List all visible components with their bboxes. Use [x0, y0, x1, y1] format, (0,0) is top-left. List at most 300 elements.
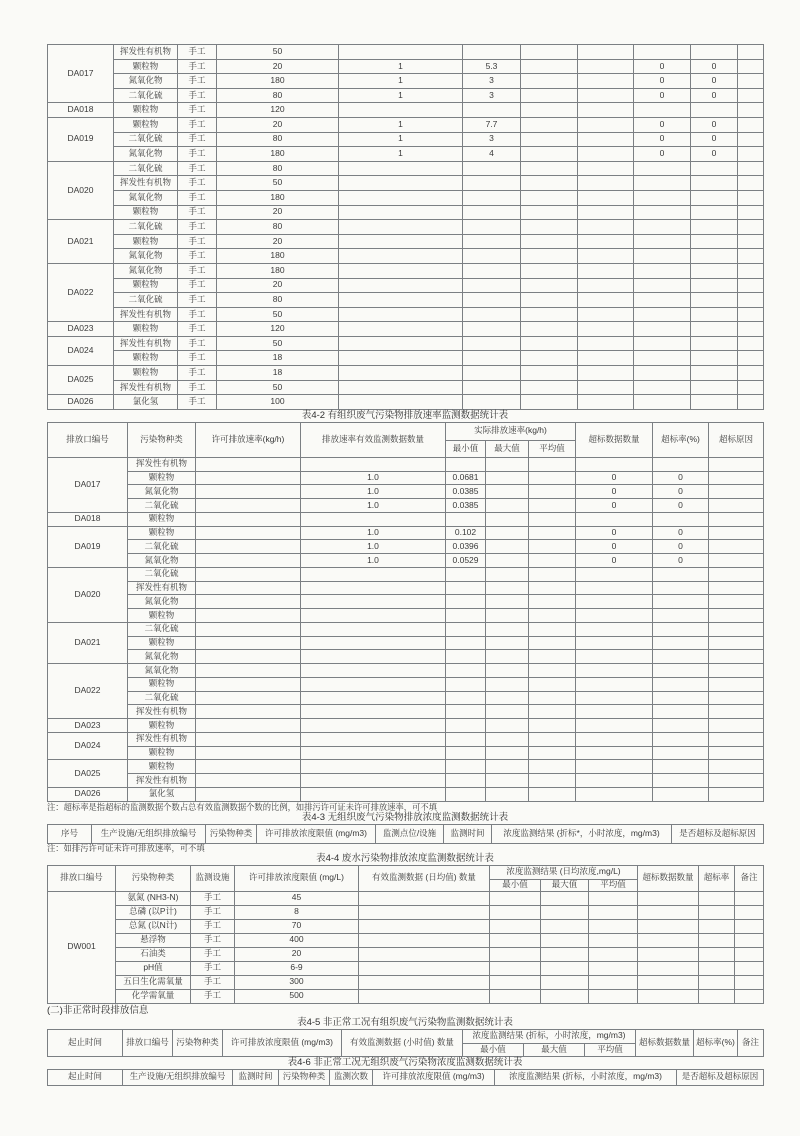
data-cell — [339, 220, 463, 235]
data-cell — [529, 705, 576, 719]
data-cell — [463, 176, 521, 191]
data-cell — [691, 45, 738, 60]
data-cell — [339, 103, 463, 118]
outlet-id-cell: DA023 — [48, 719, 128, 733]
data-cell: 1.0 — [301, 554, 446, 568]
data-cell — [446, 595, 486, 609]
data-cell — [521, 176, 578, 191]
data-cell — [699, 989, 735, 1003]
table-4-2-note: 注：超标率是指超标的监测数据个数占总有效监测数据个数的比例，如排污许可证未许可排放速率，可不填 — [47, 801, 437, 812]
data-cell — [541, 975, 589, 989]
data-cell — [486, 677, 529, 691]
header-cell: 序号 — [48, 824, 92, 843]
data-cell — [446, 691, 486, 705]
data-cell — [301, 512, 446, 526]
data-cell — [529, 732, 576, 746]
data-cell — [196, 719, 301, 733]
data-cell: 手工 — [178, 132, 217, 147]
outlet-id-cell: DA020 — [48, 161, 114, 219]
data-cell: 挥发性有机物 — [128, 732, 196, 746]
data-cell — [486, 746, 529, 760]
data-cell — [634, 336, 691, 351]
outlet-id-cell: DA024 — [48, 336, 114, 365]
data-cell: 80 — [217, 220, 339, 235]
data-cell — [339, 161, 463, 176]
data-cell: 0 — [634, 132, 691, 147]
data-cell — [541, 947, 589, 961]
data-cell: 手工 — [178, 117, 217, 132]
data-cell — [301, 636, 446, 650]
data-cell: 6-9 — [235, 961, 359, 975]
data-cell: 二氧化硫 — [114, 161, 178, 176]
data-cell — [578, 293, 634, 308]
data-cell: 70 — [235, 919, 359, 933]
header-cell: 超标率(%) — [653, 422, 709, 457]
data-cell — [463, 190, 521, 205]
data-cell: 手工 — [178, 366, 217, 381]
data-cell — [529, 554, 576, 568]
data-cell — [638, 989, 699, 1003]
data-cell — [738, 366, 764, 381]
outlet-id-cell: DA025 — [48, 760, 128, 788]
data-cell: 氮氧化物 — [128, 485, 196, 499]
data-cell — [541, 905, 589, 919]
header-cell: 浓度监测结果 (折标，小时浓度，mg/m3) — [495, 1069, 677, 1085]
data-cell — [709, 499, 764, 513]
data-cell — [541, 961, 589, 975]
data-cell: 氮氧化物 — [114, 263, 178, 278]
data-cell: 0 — [634, 59, 691, 74]
data-cell: 颗粒物 — [114, 103, 178, 118]
data-cell — [339, 190, 463, 205]
header-cell: 污染物种类 — [206, 824, 257, 843]
data-cell: 1 — [339, 147, 463, 162]
table-4-5-title: 表4-5 非正常工况有组织废气污染物监测数据统计表 — [297, 1016, 513, 1028]
data-cell: 180 — [217, 263, 339, 278]
header-cell: 超标数据数量 — [636, 1029, 694, 1056]
data-cell — [653, 677, 709, 691]
data-cell: 手工 — [191, 919, 235, 933]
data-cell — [463, 322, 521, 337]
header-cell: 浓度监测结果 (折标*，小时浓度，mg/m3) — [492, 824, 672, 843]
data-cell — [709, 719, 764, 733]
data-cell — [529, 540, 576, 554]
data-cell: 挥发性有机物 — [128, 774, 196, 788]
data-cell — [486, 581, 529, 595]
header-cell: 平均值 — [585, 1043, 636, 1056]
data-cell — [709, 732, 764, 746]
data-cell: 二氧化硫 — [128, 622, 196, 636]
data-cell: 8 — [235, 905, 359, 919]
data-cell: 氮氧化物 — [114, 190, 178, 205]
data-cell — [738, 220, 764, 235]
data-cell: 颗粒物 — [128, 526, 196, 540]
data-cell — [486, 787, 529, 801]
data-cell — [529, 664, 576, 678]
data-cell — [529, 746, 576, 760]
data-cell: 20 — [217, 278, 339, 293]
data-cell — [709, 746, 764, 760]
data-cell: 颗粒物 — [114, 351, 178, 366]
data-cell — [691, 293, 738, 308]
data-cell — [339, 45, 463, 60]
data-cell: 0 — [576, 554, 653, 568]
data-cell — [638, 919, 699, 933]
header-cell: 平均值 — [529, 440, 576, 457]
data-cell — [578, 351, 634, 366]
data-cell — [738, 103, 764, 118]
data-cell — [709, 457, 764, 471]
data-cell — [446, 622, 486, 636]
outlet-id-cell: DA023 — [48, 322, 114, 337]
data-cell: 挥发性有机物 — [128, 457, 196, 471]
data-cell — [578, 205, 634, 220]
data-cell: 0 — [691, 132, 738, 147]
data-cell — [486, 567, 529, 581]
data-cell — [691, 263, 738, 278]
data-cell — [541, 989, 589, 1003]
data-cell — [486, 595, 529, 609]
data-cell — [521, 205, 578, 220]
data-cell: 0.0396 — [446, 540, 486, 554]
header-cell: 排放口编号 — [48, 865, 116, 891]
data-cell — [691, 234, 738, 249]
data-cell: 氮氧化物 — [114, 249, 178, 264]
data-cell — [634, 176, 691, 191]
header-cell: 污染物种类 — [128, 422, 196, 457]
data-cell — [529, 485, 576, 499]
data-cell: 手工 — [178, 88, 217, 103]
data-cell: 120 — [217, 103, 339, 118]
data-cell: 氮氧化物 — [114, 147, 178, 162]
data-cell — [359, 961, 490, 975]
data-cell: 手工 — [178, 74, 217, 89]
data-cell: 0 — [634, 147, 691, 162]
header-cell: 是否超标及超标原因 — [672, 824, 764, 843]
data-cell — [339, 263, 463, 278]
data-cell: 二氧化硫 — [128, 567, 196, 581]
data-cell — [576, 636, 653, 650]
data-cell: 0 — [691, 74, 738, 89]
data-cell: 0.0529 — [446, 554, 486, 568]
data-cell — [521, 351, 578, 366]
data-cell: 50 — [217, 307, 339, 322]
data-cell — [339, 205, 463, 220]
header-cell: 浓度监测结果 (折标，小时浓度，mg/m3) — [463, 1029, 636, 1043]
data-cell — [578, 161, 634, 176]
data-cell — [634, 307, 691, 322]
header-cell: 监测时间 — [444, 824, 492, 843]
data-cell: 80 — [217, 293, 339, 308]
data-cell — [463, 307, 521, 322]
data-cell: 180 — [217, 147, 339, 162]
data-cell — [490, 961, 541, 975]
data-cell — [653, 760, 709, 774]
data-cell — [339, 395, 463, 410]
data-cell — [578, 103, 634, 118]
data-cell: 50 — [217, 380, 339, 395]
data-cell: 手工 — [191, 989, 235, 1003]
header-cell: 许可排放浓度限值 (mg/m3) — [257, 824, 376, 843]
outlet-id-cell: DA021 — [48, 220, 114, 264]
data-cell — [529, 650, 576, 664]
data-cell — [196, 581, 301, 595]
data-cell: 0 — [691, 59, 738, 74]
data-cell — [359, 975, 490, 989]
data-cell: 180 — [217, 249, 339, 264]
data-cell — [638, 947, 699, 961]
data-cell — [196, 567, 301, 581]
header-cell: 平均值 — [589, 879, 638, 891]
data-cell — [463, 380, 521, 395]
data-cell — [653, 622, 709, 636]
data-cell: 颗粒物 — [128, 609, 196, 623]
data-cell — [521, 147, 578, 162]
data-cell — [578, 380, 634, 395]
data-cell — [339, 278, 463, 293]
data-cell: 二氧化硫 — [114, 88, 178, 103]
data-cell — [359, 919, 490, 933]
data-cell: 180 — [217, 190, 339, 205]
data-cell: 3 — [463, 74, 521, 89]
data-cell — [196, 595, 301, 609]
data-cell — [738, 74, 764, 89]
data-cell: 颗粒物 — [128, 512, 196, 526]
table-4-3-note: 注：如排污许可证未许可排放速率，可不填 — [47, 842, 205, 853]
data-cell — [738, 322, 764, 337]
data-cell — [339, 322, 463, 337]
data-cell — [196, 746, 301, 760]
data-cell: 手工 — [178, 307, 217, 322]
data-cell — [521, 380, 578, 395]
data-cell — [735, 961, 764, 975]
data-cell — [529, 636, 576, 650]
data-cell — [301, 746, 446, 760]
data-cell — [709, 650, 764, 664]
data-cell — [521, 395, 578, 410]
data-cell: 0.0385 — [446, 485, 486, 499]
data-cell — [709, 471, 764, 485]
data-cell: 颗粒物 — [114, 59, 178, 74]
data-cell — [521, 74, 578, 89]
data-cell — [463, 205, 521, 220]
outlet-id-cell: DA025 — [48, 366, 114, 395]
data-cell — [521, 336, 578, 351]
data-cell: 挥发性有机物 — [114, 45, 178, 60]
data-cell — [196, 705, 301, 719]
data-cell — [339, 307, 463, 322]
outlet-id-cell: DA017 — [48, 45, 114, 103]
data-cell: 80 — [217, 132, 339, 147]
data-cell: 45 — [235, 891, 359, 905]
data-cell: 氮氧化物 — [128, 595, 196, 609]
data-cell — [196, 691, 301, 705]
data-cell — [578, 132, 634, 147]
data-cell — [738, 249, 764, 264]
data-cell — [634, 161, 691, 176]
data-cell — [463, 263, 521, 278]
data-cell: 0 — [634, 88, 691, 103]
data-cell — [446, 664, 486, 678]
data-cell — [490, 905, 541, 919]
data-cell — [634, 220, 691, 235]
data-cell — [691, 351, 738, 366]
data-cell: 1 — [339, 132, 463, 147]
data-cell — [738, 395, 764, 410]
table-4-1-continued — [47, 44, 764, 410]
header-cell: 起止时间 — [48, 1069, 123, 1085]
data-cell — [738, 307, 764, 322]
data-cell — [578, 322, 634, 337]
data-cell: 0 — [691, 88, 738, 103]
data-cell — [529, 581, 576, 595]
data-cell — [653, 567, 709, 581]
data-cell — [446, 760, 486, 774]
data-cell — [463, 161, 521, 176]
data-cell — [576, 622, 653, 636]
data-cell — [738, 234, 764, 249]
data-cell — [578, 190, 634, 205]
data-cell — [521, 132, 578, 147]
data-cell — [359, 989, 490, 1003]
data-cell: 二氧化硫 — [128, 540, 196, 554]
data-cell: 50 — [217, 336, 339, 351]
header-cell: 超标数据数量 — [576, 422, 653, 457]
data-cell: 80 — [217, 161, 339, 176]
data-cell — [691, 249, 738, 264]
data-cell — [359, 947, 490, 961]
data-cell — [578, 45, 634, 60]
data-cell — [709, 526, 764, 540]
data-cell — [196, 774, 301, 788]
data-cell — [634, 205, 691, 220]
header-cell: 排放速率有效监测数据数量 — [301, 422, 446, 457]
outlet-id-cell: DA020 — [48, 567, 128, 622]
data-cell — [738, 117, 764, 132]
data-cell — [653, 719, 709, 733]
data-cell — [576, 787, 653, 801]
data-cell: 0 — [653, 526, 709, 540]
data-cell — [578, 249, 634, 264]
data-cell — [301, 719, 446, 733]
data-cell — [463, 395, 521, 410]
data-cell: 颗粒物 — [128, 719, 196, 733]
header-cell: 监测时间 — [233, 1069, 279, 1085]
header-cell: 许可排放浓度限值 (mg/m3) — [223, 1029, 342, 1056]
data-cell — [486, 650, 529, 664]
data-cell: 挥发性有机物 — [114, 380, 178, 395]
data-cell: 二氧化硫 — [128, 691, 196, 705]
data-cell — [301, 787, 446, 801]
data-cell — [578, 59, 634, 74]
data-cell — [359, 905, 490, 919]
header-cell: 生产设施/无组织排放编号 — [92, 824, 206, 843]
data-cell — [301, 732, 446, 746]
data-cell — [634, 190, 691, 205]
data-cell — [638, 905, 699, 919]
data-cell — [576, 457, 653, 471]
data-cell — [634, 351, 691, 366]
data-cell — [196, 664, 301, 678]
data-cell — [634, 45, 691, 60]
data-cell: 手工 — [178, 263, 217, 278]
data-cell — [339, 234, 463, 249]
data-cell: 50 — [217, 45, 339, 60]
data-cell — [463, 45, 521, 60]
data-cell — [709, 760, 764, 774]
data-cell — [578, 263, 634, 278]
data-cell — [490, 919, 541, 933]
data-cell — [196, 636, 301, 650]
outlet-id-cell: DA022 — [48, 664, 128, 719]
data-cell: 5.3 — [463, 59, 521, 74]
outlet-id-cell: DA022 — [48, 263, 114, 321]
data-cell — [653, 691, 709, 705]
data-cell — [691, 220, 738, 235]
data-cell — [738, 205, 764, 220]
data-cell: 手工 — [178, 103, 217, 118]
data-cell — [301, 774, 446, 788]
data-cell — [576, 581, 653, 595]
data-cell: 氮氧化物 — [128, 554, 196, 568]
data-cell — [709, 567, 764, 581]
data-cell — [738, 336, 764, 351]
data-cell — [589, 961, 638, 975]
data-cell — [653, 746, 709, 760]
data-cell: 0 — [576, 526, 653, 540]
data-cell: 180 — [217, 74, 339, 89]
data-cell — [709, 581, 764, 595]
data-cell: 18 — [217, 351, 339, 366]
data-cell — [735, 905, 764, 919]
data-cell — [301, 581, 446, 595]
table-4-2-title: 表4-2 有组织废气污染物排放速率监测数据统计表 — [301, 409, 509, 421]
data-cell — [735, 891, 764, 905]
header-cell: 是否超标及超标原因 — [677, 1069, 764, 1085]
data-cell: 手工 — [178, 322, 217, 337]
data-cell — [653, 774, 709, 788]
outlet-id-cell: DA026 — [48, 395, 114, 410]
data-cell — [463, 293, 521, 308]
data-cell — [735, 989, 764, 1003]
data-cell — [463, 103, 521, 118]
data-cell: 3 — [463, 132, 521, 147]
header-cell: 实际排放速率(kg/h) — [446, 422, 576, 440]
data-cell: 氯化氢 — [128, 787, 196, 801]
outlet-id-cell: DA019 — [48, 526, 128, 567]
outlet-id-cell: DA021 — [48, 622, 128, 663]
data-cell — [339, 336, 463, 351]
data-cell — [653, 457, 709, 471]
data-cell — [521, 307, 578, 322]
data-cell — [738, 147, 764, 162]
data-cell — [529, 457, 576, 471]
data-cell — [691, 322, 738, 337]
data-cell — [521, 263, 578, 278]
data-cell — [709, 609, 764, 623]
data-cell — [634, 322, 691, 337]
data-cell: 手工 — [191, 905, 235, 919]
data-cell — [521, 322, 578, 337]
data-cell: 手工 — [178, 234, 217, 249]
data-cell — [301, 609, 446, 623]
data-cell — [463, 220, 521, 235]
data-cell — [578, 307, 634, 322]
data-cell — [699, 919, 735, 933]
data-cell — [738, 88, 764, 103]
data-cell — [735, 933, 764, 947]
header-cell: 监测次数 — [330, 1069, 373, 1085]
